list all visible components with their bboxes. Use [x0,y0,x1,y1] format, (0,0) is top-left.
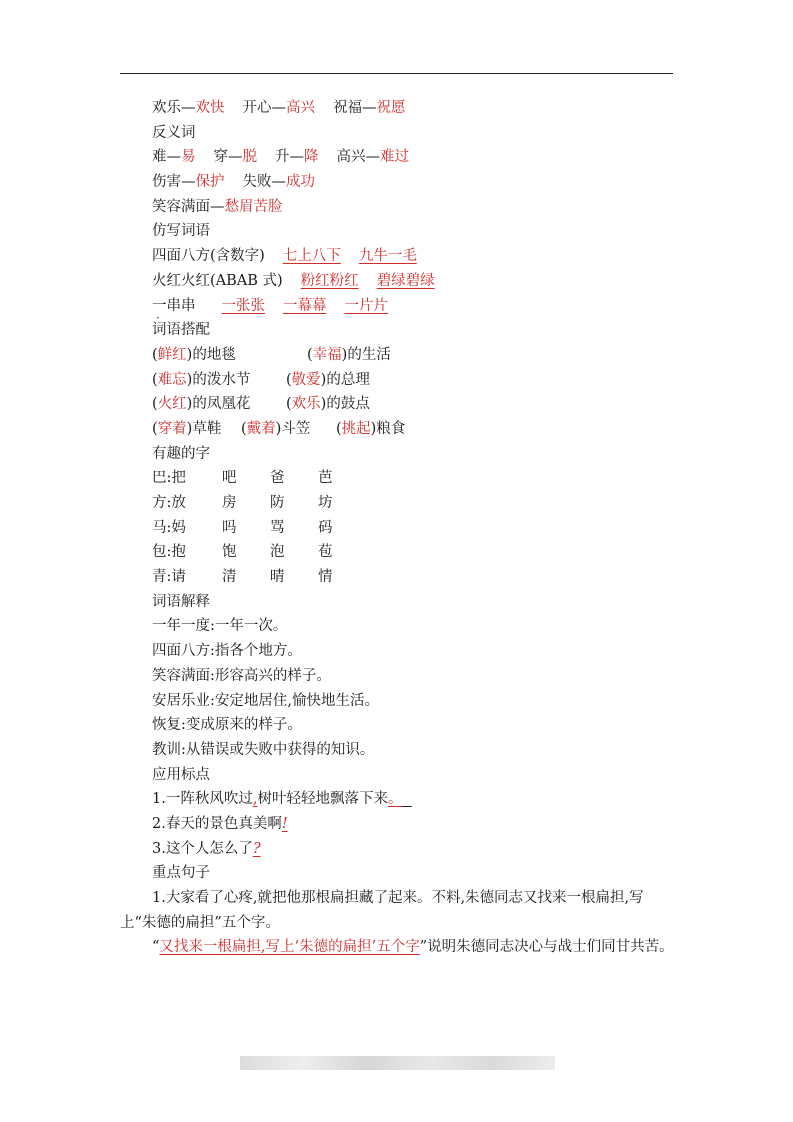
answer: 碧绿碧绿 [376,272,435,289]
explain-item: 笑容满面:形容高兴的样子。 [152,667,331,684]
match-row: (火红)的凤凰花 (欢乐)的鼓点 [152,396,370,413]
answer: 穿着 [157,420,187,437]
answer: 祝愿 [376,100,406,116]
answer: , [252,791,258,808]
answer: 敬爱 [291,371,321,388]
fun-row: 巴:把 吧 爸 芭 [152,470,333,487]
explain-item: 四面八方:指各个地方。 [152,643,302,660]
imitate-row [152,269,682,294]
answer: 一幕幕 [283,297,327,314]
answer: 戴着 [246,420,276,437]
match-row: (难忘)的泼水节 (敬爱)的总理 [152,371,370,388]
match-row: (鲜红)的地毯 (幸福)的生活 [152,346,391,363]
antonym-row [152,170,682,195]
explain-item: 一年一度:一年一次。 [152,618,288,635]
explain-item: 教训:从错误或失败中获得的知识。 [152,741,375,758]
section-heading-punct: 应用标点 [152,766,210,783]
word: 穿— [213,149,243,166]
answer: 成功 [286,174,315,191]
answer: 难忘 [157,371,187,388]
answer: 挑起 [341,420,371,437]
word: 火红火红(ABAB 式) [152,272,283,289]
answer: 愁眉苦脸 [224,198,283,215]
section-heading-imitate: 仿写词语 [152,223,210,240]
answer: 易 [181,149,196,166]
fun-row: 方:放 房 防 坊 [152,495,333,511]
footer-watermark [240,1056,555,1070]
word: 四面八方(含数字) [152,248,265,265]
antonym-row [152,145,682,170]
answer: 降 [304,149,319,166]
imitate-row [152,294,682,319]
answer: 保护 [195,174,225,191]
section-heading-explain: 词语解释 [152,593,210,610]
word: 欢乐— [152,100,196,116]
word: 失败— [242,174,286,191]
answer: 幸福 [312,346,342,363]
answer: 鲜红 [157,346,187,363]
answer: 又找来一根扁担,写上‘朱德的扁担’五个字 [159,939,420,956]
synonym-row [152,96,682,121]
match-row: (穿着)草鞋 (戴着)斗笠 (挑起)粮食 [152,420,406,437]
answer: 欢乐 [291,396,321,413]
word: 一串串 [152,297,196,314]
punct-item: 3.这个人怎么了? [152,840,261,857]
answer: 一张张 [221,297,265,314]
key-paragraph-2: “又找来一根扁担,写上‘朱德的扁担’五个字”说明朱德同志决心与战士们同甘共苦。 [152,939,674,956]
punct-item: 1.一阵秋风吹过,树叶轻轻地飘落下来。 [152,791,403,808]
explain-item: 安居乐业:安定地居住,愉快地生活。 [152,692,379,709]
section-heading-fun: 有趣的字 [152,445,210,462]
section-heading-key: 重点句子 [152,865,210,882]
imitate-row [152,244,682,269]
answer: 。 [387,791,403,808]
word: 开心— [242,100,286,116]
word: 伤害— [152,174,196,191]
word: 祝福— [333,100,377,116]
word: 升— [275,149,304,166]
fun-row: 马:妈 吗 骂 码 [152,519,333,536]
answer: 脱 [242,149,257,166]
antonym-row [152,195,682,220]
word: 难— [152,149,181,166]
fun-row: 包:抱 饱 泡 苞 [152,544,333,561]
answer: 七上八下 [282,248,341,265]
header-rule [120,73,673,74]
answer: 九牛一毛 [358,248,417,265]
word: 高兴— [336,149,380,166]
word: 笑容满面— [152,198,225,215]
answer: 难过 [380,149,409,166]
answer: 一片片 [344,297,388,314]
key-paragraph: 1.大家看了心疼,就把他那根扁担藏了起来。不料,朱德同志又找来一根扁担,写上“朱德的扁担”五个字。 [120,890,644,931]
answer: ! [281,815,288,832]
document-body [120,96,682,960]
answer: 高兴 [286,100,315,116]
explain-item: 恢复:变成原来的样子。 [152,717,302,734]
punct-item: 2.春天的景色真美啊! [152,815,288,832]
answer: 粉红粉红 [300,272,359,289]
section-heading-antonym: 反义词 [152,124,196,141]
section-heading-match: 词语搭配 [152,322,210,339]
answer: ? [252,840,261,857]
fun-row: 青:请 清 晴 情 [152,569,333,586]
answer: 火红 [157,396,187,413]
answer: 欢快 [195,100,225,116]
